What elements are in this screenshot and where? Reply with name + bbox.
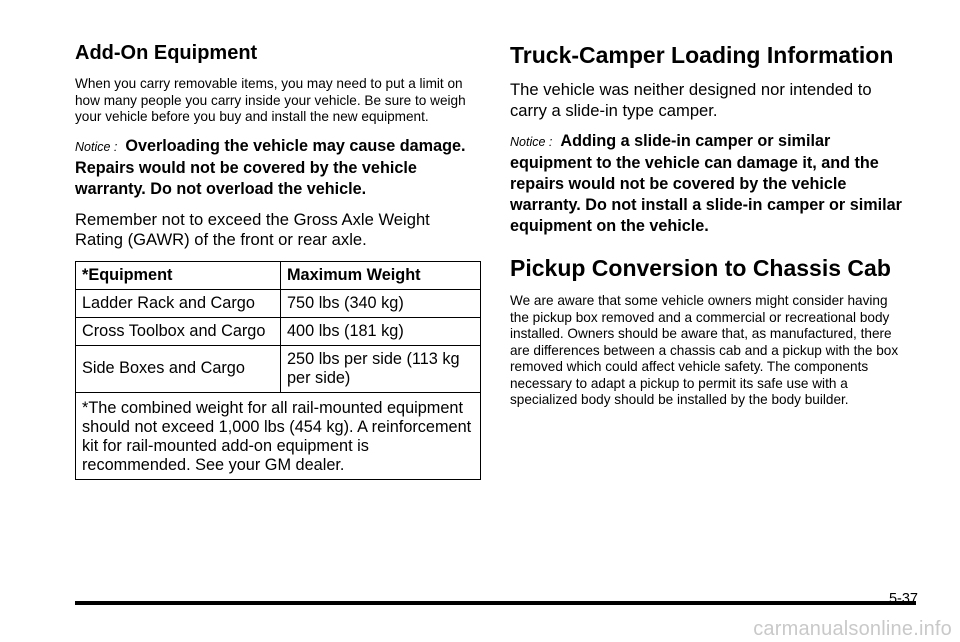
cell-equipment: Ladder Rack and Cargo bbox=[76, 289, 281, 317]
overload-notice bbox=[75, 136, 481, 200]
camper-notice bbox=[510, 131, 910, 237]
cell-equipment: Side Boxes and Cargo bbox=[76, 345, 281, 392]
header-max-weight: Maximum Weight bbox=[281, 261, 481, 289]
truck-camper-heading: Truck-Camper Loading Information bbox=[510, 42, 894, 68]
chassis-cab-paragraph: We are aware that some vehicle owners might consider having the pickup box removed and a commercial or recreational body installed. Owners should be aware that, as manufactured, there are differences between a chassis cab and a pickup with the box removed which could affect vehicle safety. The components necessary to adapt a pickup to permit its safe use with a specialized body should be installed by the body builder. bbox=[510, 293, 899, 407]
notice-label: Notice : bbox=[75, 139, 118, 154]
table-footnote: *The combined weight for all rail-mounted equipment should not exceed 1,000 lbs (454 kg). A reinforcement kit for rail-mounted add-on equipment is recommended. See your GM dealer. bbox=[76, 392, 481, 479]
notice-text: Overloading the vehicle may cause damage. Repairs would not be covered by the vehicle warranty. Do not overload the vehicle. bbox=[75, 136, 466, 198]
equipment-weight-table bbox=[75, 261, 481, 480]
cell-weight: 250 lbs per side (113 kg per side) bbox=[281, 345, 481, 392]
notice-text: Adding a slide-in camper or similar equipment to the vehicle can damage it, and the repairs would not be covered by the vehicle warranty. Do not install a slide-in camper or similar equipment on the vehicle. bbox=[510, 132, 902, 235]
watermark: carmanualsonline.info bbox=[753, 618, 952, 640]
chassis-cab-heading: Pickup Conversion to Chassis Cab bbox=[510, 255, 891, 281]
table-header-row bbox=[76, 261, 481, 289]
table-row bbox=[76, 345, 481, 392]
truck-camper-paragraph: The vehicle was neither designed nor intended to carry a slide-in type camper. bbox=[510, 80, 872, 120]
add-on-equipment-heading: Add-On Equipment bbox=[75, 42, 258, 64]
footer-rule bbox=[75, 601, 916, 605]
cell-weight: 400 lbs (181 kg) bbox=[281, 317, 481, 345]
cell-equipment: Cross Toolbox and Cargo bbox=[76, 317, 281, 345]
table-footnote-row bbox=[76, 392, 481, 479]
header-equipment: *Equipment bbox=[76, 261, 281, 289]
page-number: 5-37 bbox=[888, 591, 918, 607]
gawr-paragraph: Remember not to exceed the Gross Axle Weight Rating (GAWR) of the front or rear axle. bbox=[75, 209, 430, 249]
table-row bbox=[76, 289, 481, 317]
notice-label: Notice : bbox=[510, 135, 553, 149]
table-row bbox=[76, 317, 481, 345]
right-column bbox=[510, 40, 910, 419]
cell-weight: 750 lbs (340 kg) bbox=[281, 289, 481, 317]
add-on-intro-paragraph: When you carry removable items, you may need to put a limit on how many people you carry inside your vehicle. Be sure to weigh your vehicle before you buy and install the new equipment. bbox=[75, 76, 466, 124]
left-column bbox=[75, 40, 481, 480]
